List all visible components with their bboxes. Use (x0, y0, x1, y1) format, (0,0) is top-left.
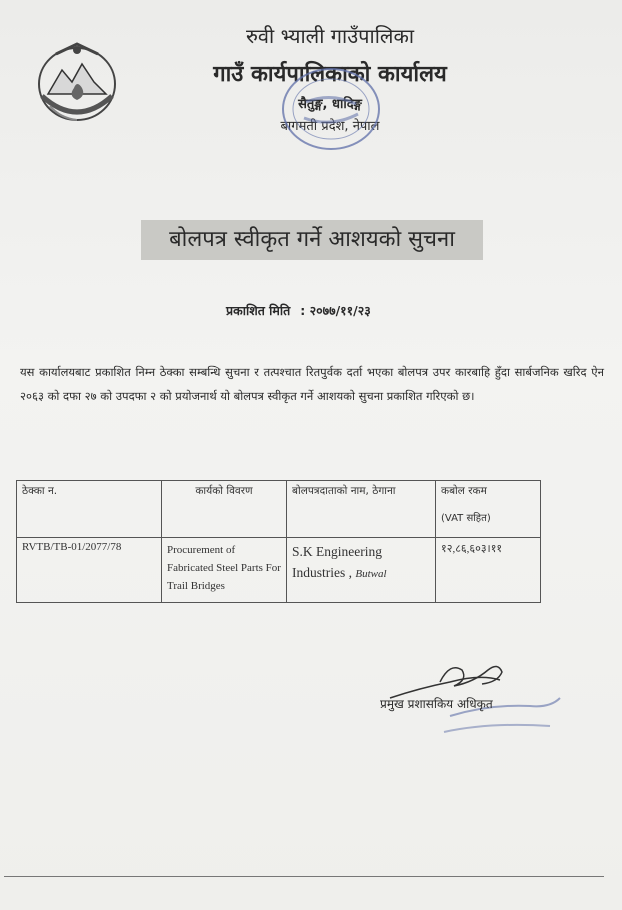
published-date-line (226, 302, 371, 319)
signatory-title: प्रमुख प्रशासकिय अधिकृत (380, 697, 493, 711)
notice-body: यस कार्यालयबाट प्रकाशित निम्न ठेक्का सम्बन्धि सुचना र तत्पश्चात रितपुर्वक दर्ता भएका बोलपत्र उपर कारबाहि हुँदा सार्बजनिक खरिद ऐन २०६३ को दफा २७ को उपदफा २ को प्रयोजनार्थ यो बोलपत्र स्वीकृत गर्ने आशयको सुचना प्रकाशित गरिएको छ। (20, 365, 604, 403)
bidder-name: S.K Engineering Industries , (292, 544, 382, 580)
header-description: कार्यको विवरण (162, 481, 287, 538)
cell-description: Procurement of Fabricated Steel Parts For Trail Bridges (162, 538, 287, 603)
municipality-name: रुवी भ्याली गाउँपालिका (245, 24, 415, 48)
province-address: बागमती प्रदेश, नेपाल (280, 119, 380, 134)
table-row (17, 538, 541, 603)
published-label: प्रकाशित मिति (226, 303, 291, 318)
cell-bidder (287, 538, 436, 603)
office-name: गाउँ कार्यपालिकाको कार्यालय (213, 62, 447, 87)
table-header-row (17, 481, 541, 538)
cell-contract-no: RVTB/TB-01/2077/78 (17, 538, 162, 603)
notice-title: बोलपत्र स्वीकृत गर्ने आशयको सुचना (141, 220, 483, 260)
header-amount: कबोल रकम (VAT सहित) (436, 481, 541, 538)
nepal-emblem-icon (30, 36, 124, 126)
cell-amount: १२,८६,६०३।११ (436, 538, 541, 603)
bidder-location: Butwal (355, 568, 387, 580)
bottom-divider (4, 876, 604, 877)
office-stamp (276, 62, 386, 156)
header-contract-no: ठेक्का न. (17, 481, 162, 538)
tender-table (16, 480, 541, 603)
header-bidder: बोलपत्रदाताको नाम, ठेगाना (287, 481, 436, 538)
published-date: : २०७७/११/२३ (300, 303, 371, 318)
header-amount-note: (VAT सहित) (441, 513, 491, 524)
office-location: सैतुङ्ग, धादिङ्ग (298, 97, 362, 112)
